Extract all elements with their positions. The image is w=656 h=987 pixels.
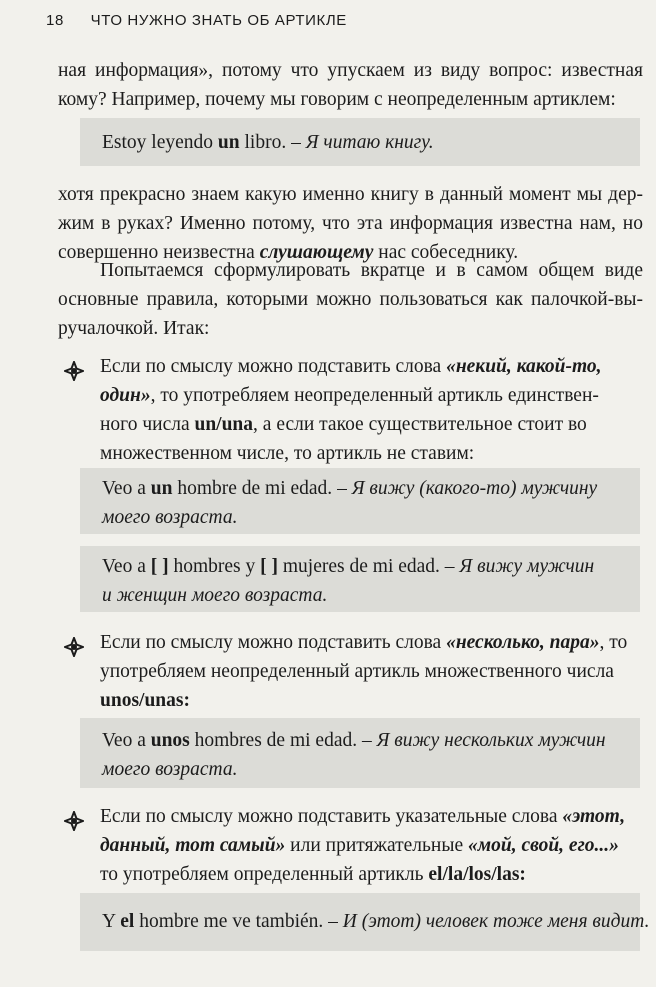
paragraph-intro: ная информация», потому что упускаем из виду вопрос: известная кому? Например, почему мы говорим с неопределенным артиклем: <box>58 60 643 110</box>
example-box-5: Y el hombre me ve también. – И (этот) человек тоже меня видит. <box>80 893 640 951</box>
rule-3: Если по смыслу можно подставить указательные слова «этот, данный, тот самый» или притяжательные «мой, свой, его...» то употребляем определенный артикль el/la/los/las: <box>100 806 626 885</box>
running-header <box>46 12 347 29</box>
chapter-title: ЧТО НУЖНО ЗНАТЬ ОБ АРТИКЛЕ <box>90 12 347 29</box>
example-box-1 <box>80 118 640 166</box>
rule-2: Если по смыслу можно подставить слова «несколько, пара», то употребляем неопределенный артикль множественного числа unos/unas: <box>100 632 628 711</box>
paragraph-rules-intro: Попытаемся сформулировать вкратце и в самом общем виде основные правила, которыми можно пользоваться как палочкой-вы- ручалочкой. Итак: <box>58 260 643 339</box>
star-bullet-icon <box>64 811 84 831</box>
star-bullet-icon <box>64 361 84 381</box>
paragraph-explanation: хотя прекрасно знаем какую именно книгу в данный момент мы дер- жим в руках? Именно потому, что эта информация известна нам, но совершенно неизвестна слушающему нас собеседнику. <box>58 184 643 263</box>
page-number: 18 <box>46 12 64 29</box>
example-box-2: Veo a un hombre de mi edad. – Я вижу (какого-то) мужчину моего возраста. <box>80 468 640 534</box>
example-box-4: Veo a unos hombres de mi edad. – Я вижу нескольких мужчин моего возраста. <box>80 718 640 788</box>
rule-1: Если по смыслу можно подставить слова «некий, какой-то, один», то употребляем неопределенный артикль единствен- ного числа un/una, а если такое существительное стоит во множественном числе, то артикль не ставим: <box>100 356 602 464</box>
star-bullet-icon <box>64 637 84 657</box>
example-sentence: Estoy leyendo un libro. – Я читаю книгу. <box>102 132 434 153</box>
example-box-3: Veo a [ ] hombres y [ ] mujeres de mi edad. – Я вижу мужчин и женщин моего возраста. <box>80 546 640 612</box>
